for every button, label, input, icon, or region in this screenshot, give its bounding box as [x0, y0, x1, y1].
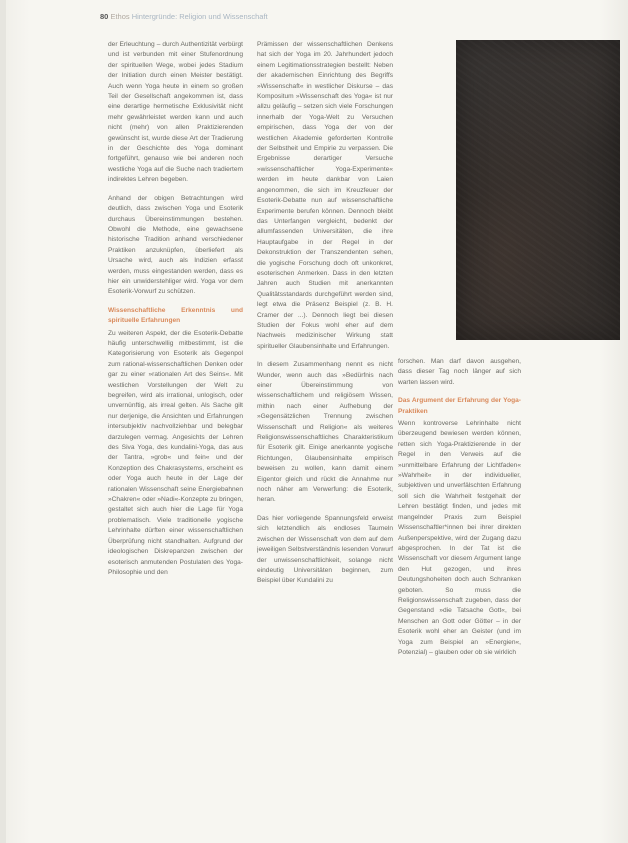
paragraph: Prämissen der wissenschaftlichen Denkens hat sich der Yoga im 20. Jahrhundert jedoch einem Legitimationsstrategien bestellt: Neben der akademischen Einrichtung des Begriffs »Wissenschaft« in westlicher Diskurse – das Kompositum »Wissenschaft des Yoga« ist nur allzu geläufig – setzen sich viele Forschungen innerhalb der Yoga-Welt zu Versuchen empirischen, dass Yoga der von der westlichen Akademie geforderten Kontrolle der Selbstheit und Empirie zu verpassen. Die Ergebnisse derartiger Versuche »wissenschaftlicher Yoga-Experimente« werden im heute dankbar von Laien angenommen, die sich im Kreuzfeuer der Esoterik-Debatte nun auf wissenschaftliche Experimente berufen können. Dennoch bleibt das Unterfangen vergleicht, bedenkt der allumfassenden Universitäten, die ihre Hauptaufgabe in der Regel in der Dekonstruktion der Transzendenten sehen, die yogische Forschung doch oft unkonkret, esoterischen Anmerken. Dass in den letzten Jahren auch Studien mit anerkannten Qualitätsstandards durchgeführt werden sind, legt etwa die Präsenz Beispiel (z. B. H. Cramer der ...). Dennoch liegt bei diesen Studien der Fokus wohl eher auf dem Nachweis medizinischer Wirkung statt spiritueller Glaubensinhalte und Erfahrungen.	[257, 41, 393, 350]
paragraph: Anhand der obigen Betrachtungen wird deutlich, dass zwischen Yoga und Esoterik durchaus Übereinstimmungen bestehen. Obwohl die Methode, eine gewachsene historische Tradition anhand verschiedener Praktiken anzuknüpfen, überliefert als Ursache wird, auch als Indizien erfasst werden, muss eingestanden werden, dass es hier ein unwiderstehliger wird. Yoga vor dem Esoterik-Vorwurf zu schützen.	[108, 194, 243, 296]
photo-image	[456, 40, 620, 340]
paragraph: Das hier vorliegende Spannungsfeld erweist sich letztendlich als endloses Taumeln zwischen der Wissenschaft von dem auf dem jeweiligen Selbstverständnis lesenden Vorwurf der unwissenschaftlichkeit, solange nicht eindeutig Universitäten beginnen, zum Beispiel über Kundalini zu	[257, 514, 393, 585]
page-gutter	[0, 0, 6, 843]
paragraph: forschen. Man darf davon ausgehen, dass dieser Tag noch länger auf sich warten lassen wird.	[398, 358, 521, 386]
text-column-1	[108, 40, 243, 830]
page-number: 80	[100, 12, 109, 21]
magazine-name: Ethos	[110, 12, 130, 21]
paragraph: der Erleuchtung – durch Authentizität verbürgt und ist verbunden mit einer Stufenordnung der spirituellen Wege, wobei jedes Stadium der Initiation durch einen Meister bestätigt. Auch wenn Yoga heute in einem so großen Teil der Gesellschaft angekommen ist, dass eine derartige hermetische Exklusivität nicht mehr gewährleistet werden kann und auch nicht (mehr) von allen Praktizierenden gewünscht ist, wurde diese Art der Tradierung in der Geschichte des Yoga dominant fortgeführt, genauso wie bei anderen noch westliche Yoga auf die Suche nach tradiertem indirektes Lehren begeben.	[108, 41, 243, 184]
text-column-3	[398, 357, 521, 827]
paragraph: Wenn kontroverse Lehrinhalte nicht überzeugend bewiesen werden können, retten sich Yoga-Praktizierende in der Regel in den Verweis auf die »unmittelbare Erfahrung der Lichtfaden« »Wahrheit« in der individueller, subjektiven und unverfälschten Erfahrung soll sich die Wahrheit festgehalt der Lehren bestätigt finden, und jedes mit mangelnder Praxis zum Beispiel Wissenschaftler*innen bei ihrer direkten Außenperspektive, wird der Zugang dazu abgesprochen. In der Tat ist die Wissenschaft vor diesem Argument lange den Hut gezogen, und ihres Deutungshoheiten doch auch Schranken geboten. So muss die Religionswissenschaft zugeben, dass der Gegenstand »die Tatsache Gott«, bei Menschen an Gott oder Götter – in der Esoterik wohl eher an Geister (und im Yoga zum Beispiel an »Energien«, Potenzial) – glauben oder ob sie wirklich	[398, 420, 521, 656]
paragraph: In diesem Zusammenhang nennt es nicht Wunder, wenn auch das »Bedürfnis nach einer Übereinstimmung von wissenschaftlichem und religiösem Wissen, mithin nach einer Aufhebung der »Gegensätzlichen Trennung zwischen Wissenschaft und Religion« als weiteres Religionswissenschaftliches Charakteristikum für Esoterik gilt. Einige anerkannte yogische Richtungen, Glaubensinhalte empirisch beweisen zu wollen, kann damit einem Eigentor gleich und rückt die Annahme nur noch näher am Verwerfung: die Esoterik, heran.	[257, 361, 393, 504]
subheading: Das Argument der Erfahrung der Yoga-Praktiken	[398, 397, 521, 415]
photo-texture	[456, 40, 620, 340]
text-column-2	[257, 40, 393, 830]
section-topic: Hintergründe: Religion und Wissenschaft	[131, 12, 268, 21]
subheading: Wissenschaftliche Erkenntnis und spirituelle Erfahrungen	[108, 306, 243, 325]
paragraph: Zu weiteren Aspekt, der die Esoterik-Debatte häufig unterschwellig mitbestimmt, ist die Kategorisierung von Esoterik als Gegenpol zum rational-wissenschaftlichen Denken oder gar zu einer »rationalen Art des Seins«. Mit westlichen Vorstellungen der Welt zu begreifen, wird als irrational, unlogisch, oder unvernünftig, als irreal gelten. Als Sache gilt nur derjenige, die Ansichten und Erfahrungen intersubjektiv nachvollziehbar und belegbar darzulegen vermag. Angesichts der Lehren des Siva Yoga, des kundalini-Yoga, das aus der Tantra, »grob« und fein« und der Konzeption des Chakrasystems, erscheint es oder Yoga auch heute in der Lage der rationalen Wissenschaft seine Energiebahnen »Chakren« oder »Nadi«-Konzepte zu bringen, gestaltet sich auch hier die Lage für Yoga problematisch. Viele traditionelle yogische Lehrinhalte dürften einer wissenschaftlichen Überprüfung nicht standhalten. Aufgrund der ideologischen Diskrepanzen zwischen der esoterisch anmutenden Postulaten des Yoga-Philosophie und den	[108, 329, 243, 576]
running-header	[100, 10, 520, 24]
